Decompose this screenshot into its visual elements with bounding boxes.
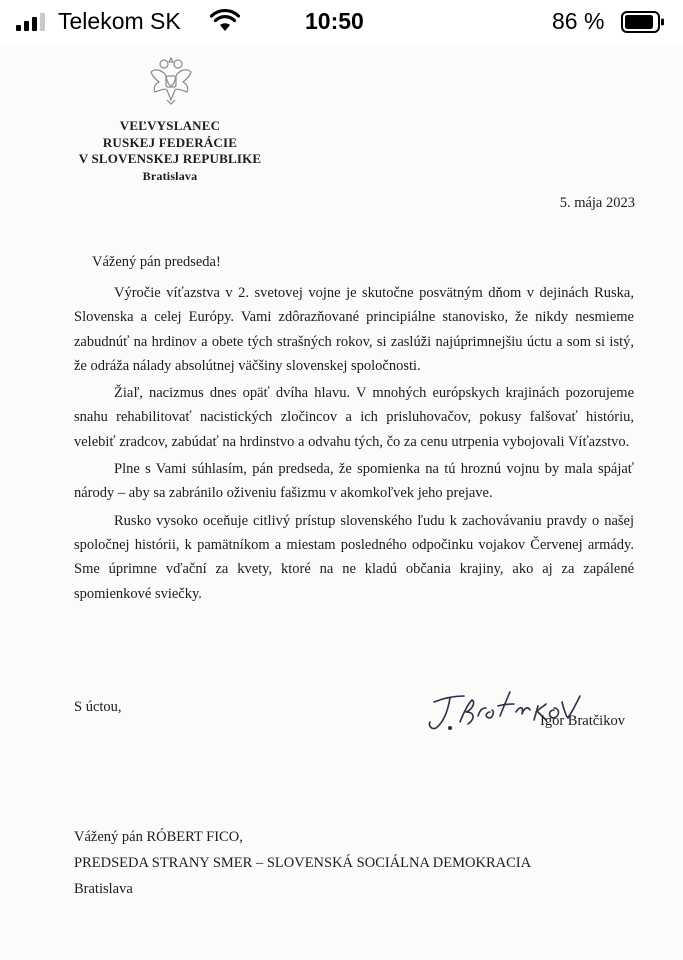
carrier-name: Telekom SK [58, 8, 181, 34]
battery-percentage: 86 % [552, 8, 605, 34]
paragraph-3: Plne s Vami súhlasím, pán predseda, že spomienka na tú hroznú vojnu by mala spájať národy – aby sa zabránilo oživeniu fašizmu v akomkoľvek jeho prejave. [74, 461, 634, 502]
clock-time: 10:50 [305, 8, 364, 34]
addressee-block [74, 824, 531, 902]
closing: S úctou, [74, 699, 122, 715]
paragraph-4: Rusko vysoko oceňuje citlivý prístup slovenského ľudu k zachovávaniu pravdy o našej spoločnej histórii, k pamätníkom a miestam posledného odpočinku vojakov Červenej armády. Sme úprimne vďační za kvety, ktoré na ne kladú občania krajiny, ako aj za zapálené spomienkové sviečky. [74, 512, 634, 602]
sender-location: V SLOVENSKEJ REPUBLIKE [78, 151, 262, 166]
battery-icon [621, 11, 665, 33]
status-bar [0, 0, 683, 44]
sender-header [60, 118, 280, 184]
letter-body [74, 281, 634, 609]
sender-title: VEĽVYSLANEC [119, 118, 221, 133]
letter-page [0, 44, 683, 960]
cellular-signal-icon [16, 13, 56, 31]
sender-country: RUSKEJ FEDERÁCIE [102, 134, 238, 150]
coat-of-arms-emblem-icon [145, 54, 197, 106]
paragraph-1: Výročie víťazstva v 2. svetovej vojne je skutočne posvätným dňom v dejinách Ruska, Slovenska a celej Európy. Vami zdôrazňované principiálne stanovisko, že nikdy nesmieme zabudnúť na hrdinov a obete tých strašných rokov, si zaslúži najúprimnejšiu úctu a som si istý, že odráža nálady absolútnej väčšiny slovenskej spoločnosti. [74, 285, 634, 374]
addressee-title: PREDSEDA STRANY SMER – SLOVENSKÁ SOCIÁLNA DEMOKRACIA [74, 855, 532, 871]
signer-name: Igor Bratčikov [540, 713, 625, 729]
wifi-icon [210, 9, 240, 33]
paragraph-2: Žiaľ, nacizmus dnes opäť dvíha hlavu. V mnohých európskych krajinách pozorujeme snahu rehabilitovať nacistických zločincov a ich prisluhovačov, pokusy falšovať históriu, velebiť zradcov, zabúdať na hrdinstvo a odvahu tých, čo za cenu utrpenia vybojovali Víťazstvo. [74, 385, 634, 450]
salutation: Vážený pán predseda! [92, 254, 221, 270]
addressee-city: Bratislava [74, 881, 133, 897]
addressee-name: Vážený pán RÓBERT FICO, [74, 829, 243, 845]
sender-city: Bratislava [142, 168, 198, 183]
letter-date: 5. mája 2023 [559, 195, 635, 211]
